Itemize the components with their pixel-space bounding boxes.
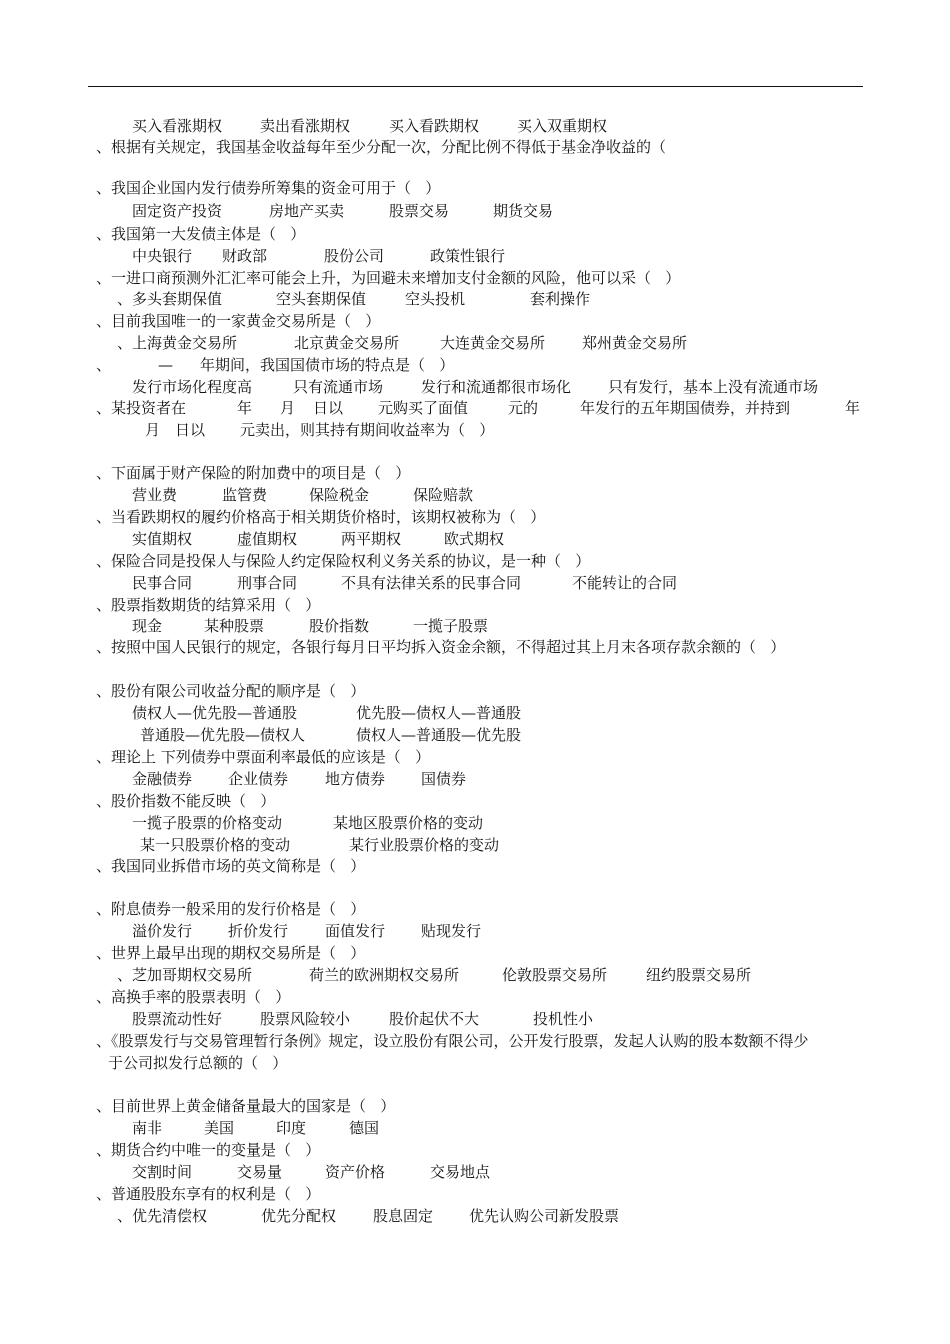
question-text: 、附息债券一般采用的发行价格是（ ） xyxy=(96,900,366,918)
option-text: 优先股—债权人—普通股 xyxy=(356,704,522,722)
option-text: 美国 xyxy=(204,1119,235,1137)
option-text: 于公司拟发行总额的（ ） xyxy=(108,1054,288,1072)
option-text: 某地区股票价格的变动 xyxy=(333,814,484,832)
option-text: 房地产买卖 xyxy=(269,202,345,220)
option-text: 现金 xyxy=(132,617,163,635)
option-text: 金融债券 xyxy=(132,770,193,788)
option-text: 资产价格 xyxy=(325,1163,386,1181)
option-text: 印度 xyxy=(276,1119,307,1137)
option-text: 虚值期权 xyxy=(237,530,298,548)
option-text: 股价指数 xyxy=(309,617,370,635)
option-text: 买入双重期权 xyxy=(517,117,608,135)
option-text: 固定资产投资 xyxy=(132,202,223,220)
option-text: 纽约股票交易所 xyxy=(646,966,752,984)
option-text: 、优先清偿权 xyxy=(117,1207,208,1225)
option-text: 不具有法律关系的民事合同 xyxy=(341,574,522,592)
option-text: 大连黄金交易所 xyxy=(440,334,546,352)
option-text: 、上海黄金交易所 xyxy=(117,334,238,352)
option-text: 不能转让的合同 xyxy=(572,574,678,592)
option-text: 日以 xyxy=(313,399,344,417)
option-text: 股价起伏不大 xyxy=(389,1010,480,1028)
option-text: 交易地点 xyxy=(430,1163,491,1181)
option-text: 元购买了面值 xyxy=(378,399,469,417)
option-text: 民事合同 xyxy=(132,574,193,592)
option-text: 企业债券 xyxy=(228,770,289,788)
option-text: 、多头套期保值 xyxy=(117,290,223,308)
option-text: 债权人—普通股—优先股 xyxy=(356,726,522,744)
question-text: 、我国第一大发债主体是（ ） xyxy=(96,225,306,243)
question-text: 、目前我国唯一的一家黄金交易所是（ ） xyxy=(96,312,381,330)
option-text: 年 xyxy=(237,399,253,417)
option-text: 股票交易 xyxy=(389,202,450,220)
option-text: 折价发行 xyxy=(228,922,289,940)
option-text: 伦敦股票交易所 xyxy=(502,966,608,984)
question-text: 、某投资者在 xyxy=(96,399,187,417)
option-text: 年 xyxy=(845,399,861,417)
option-text: 国债券 xyxy=(421,770,467,788)
question-text: 、下面属于财产保险的附加费中的项目是（ ） xyxy=(96,464,411,482)
option-text: 、芝加哥期权交易所 xyxy=(117,966,253,984)
option-text: 优先认购公司新发股票 xyxy=(469,1207,620,1225)
option-text: 营业费 xyxy=(132,486,178,504)
option-text: 股息固定 xyxy=(373,1207,434,1225)
option-text: 元的 xyxy=(508,399,539,417)
option-text: 一揽子股票的价格变动 xyxy=(132,814,283,832)
option-text: 发行市场化程度高 xyxy=(132,378,253,396)
option-text: 一揽子股票 xyxy=(413,617,489,635)
question-text: 、股价指数不能反映（ ） xyxy=(96,792,276,810)
question-text: 、股票指数期货的结算采用（ ） xyxy=(96,596,321,614)
question-text: 、世界上最早出现的期权交易所是（ ） xyxy=(96,944,366,962)
question-text: 、 xyxy=(96,356,112,374)
option-text: 期货交易 xyxy=(493,202,554,220)
option-text: 空头套期保值 xyxy=(276,290,367,308)
option-text: 年期间，我国国债市场的特点是（ ） xyxy=(200,356,455,374)
question-text: 、按照中国人民银行的规定，各银行每月日平均拆入资金余额，不得超过其上月末各项存款余额的（ ） xyxy=(96,638,786,656)
option-text: 监管费 xyxy=(222,486,268,504)
option-text: 某行业股票价格的变动 xyxy=(349,836,500,854)
option-text: 荷兰的欧洲期权交易所 xyxy=(309,966,460,984)
option-text: 买入看跌期权 xyxy=(389,117,480,135)
option-text: 买入看涨期权 xyxy=(132,117,223,135)
question-text: 、普通股股东享有的权利是（ ） xyxy=(96,1185,321,1203)
option-text: 德国 xyxy=(349,1119,380,1137)
option-text: 交易量 xyxy=(237,1163,283,1181)
option-text: 月 xyxy=(280,399,296,417)
option-text: 保险赔款 xyxy=(413,486,474,504)
option-text: 南非 xyxy=(132,1119,163,1137)
question-text: 、我国同业拆借市场的英文简称是（ ） xyxy=(96,857,366,875)
option-text: 优先分配权 xyxy=(261,1207,337,1225)
option-text: 发行和流通都很市场化 xyxy=(421,378,572,396)
option-text: — xyxy=(158,356,173,374)
option-text: 只有发行，基本上没有流通市场 xyxy=(608,378,819,396)
question-text: 、股份有限公司收益分配的顺序是（ ） xyxy=(96,682,366,700)
question-text: 、理论上 下列债券中票面利率最低的应该是（ ） xyxy=(96,748,431,766)
option-text: 贴现发行 xyxy=(421,922,482,940)
option-text: 实值期权 xyxy=(132,530,193,548)
option-text: 元卖出，则其持有期间收益率为（ ） xyxy=(240,421,495,439)
question-text: 、保险合同是投保人与保险人约定保险权利义务关系的协议，是一种（ ） xyxy=(96,552,591,570)
option-text: 某种股票 xyxy=(204,617,265,635)
option-text: 普通股—优先股—债权人 xyxy=(140,726,306,744)
option-text: 某一只股票价格的变动 xyxy=(140,836,291,854)
option-text: 空头投机 xyxy=(405,290,466,308)
question-text: 、我国企业国内发行债券所筹集的资金可用于（ ） xyxy=(96,179,441,197)
header-rule xyxy=(88,86,863,87)
option-text: 北京黄金交易所 xyxy=(294,334,400,352)
option-text: 交割时间 xyxy=(132,1163,193,1181)
option-text: 地方债券 xyxy=(325,770,386,788)
question-text: 、《股票发行与交易管理暂行条例》规定，设立股份有限公司，公开发行股票，发起人认购的股本数额不得少 xyxy=(96,1032,809,1050)
option-text: 套利操作 xyxy=(530,290,591,308)
option-text: 卖出看涨期权 xyxy=(260,117,351,135)
option-text: 欧式期权 xyxy=(444,530,505,548)
option-text: 股票风险较小 xyxy=(260,1010,351,1028)
option-text: 财政部 xyxy=(222,247,268,265)
option-text: 政策性银行 xyxy=(430,247,506,265)
option-text: 刑事合同 xyxy=(237,574,298,592)
option-text: 面值发行 xyxy=(325,922,386,940)
question-text: 、目前世界上黄金储备量最大的国家是（ ） xyxy=(96,1097,396,1115)
option-text: 股票流动性好 xyxy=(132,1010,223,1028)
question-text: 、根据有关规定，我国基金收益每年至少分配一次，分配比例不得低于基金净收益的（ xyxy=(96,138,667,156)
option-text: 月 xyxy=(145,421,161,439)
option-text: 只有流通市场 xyxy=(293,378,384,396)
option-text: 债权人—优先股—普通股 xyxy=(132,704,298,722)
option-text: 两平期权 xyxy=(341,530,402,548)
option-text: 股份公司 xyxy=(324,247,385,265)
question-text: 、期货合约中唯一的变量是（ ） xyxy=(96,1141,321,1159)
option-text: 日以 xyxy=(175,421,206,439)
option-text: 保险税金 xyxy=(309,486,370,504)
option-text: 溢价发行 xyxy=(132,922,193,940)
option-text: 中央银行 xyxy=(132,247,193,265)
option-text: 郑州黄金交易所 xyxy=(582,334,688,352)
question-text: 、高换手率的股票表明（ ） xyxy=(96,988,291,1006)
option-text: 年发行的五年期国债券，并持到 xyxy=(580,399,791,417)
question-text: 、当看跌期权的履约价格高于相关期货价格时，该期权被称为（ ） xyxy=(96,508,546,526)
question-text: 、一进口商预测外汇汇率可能会上升，为回避未来增加支付金额的风险，他可以采（ ） xyxy=(96,269,681,287)
option-text: 投机性小 xyxy=(533,1010,594,1028)
